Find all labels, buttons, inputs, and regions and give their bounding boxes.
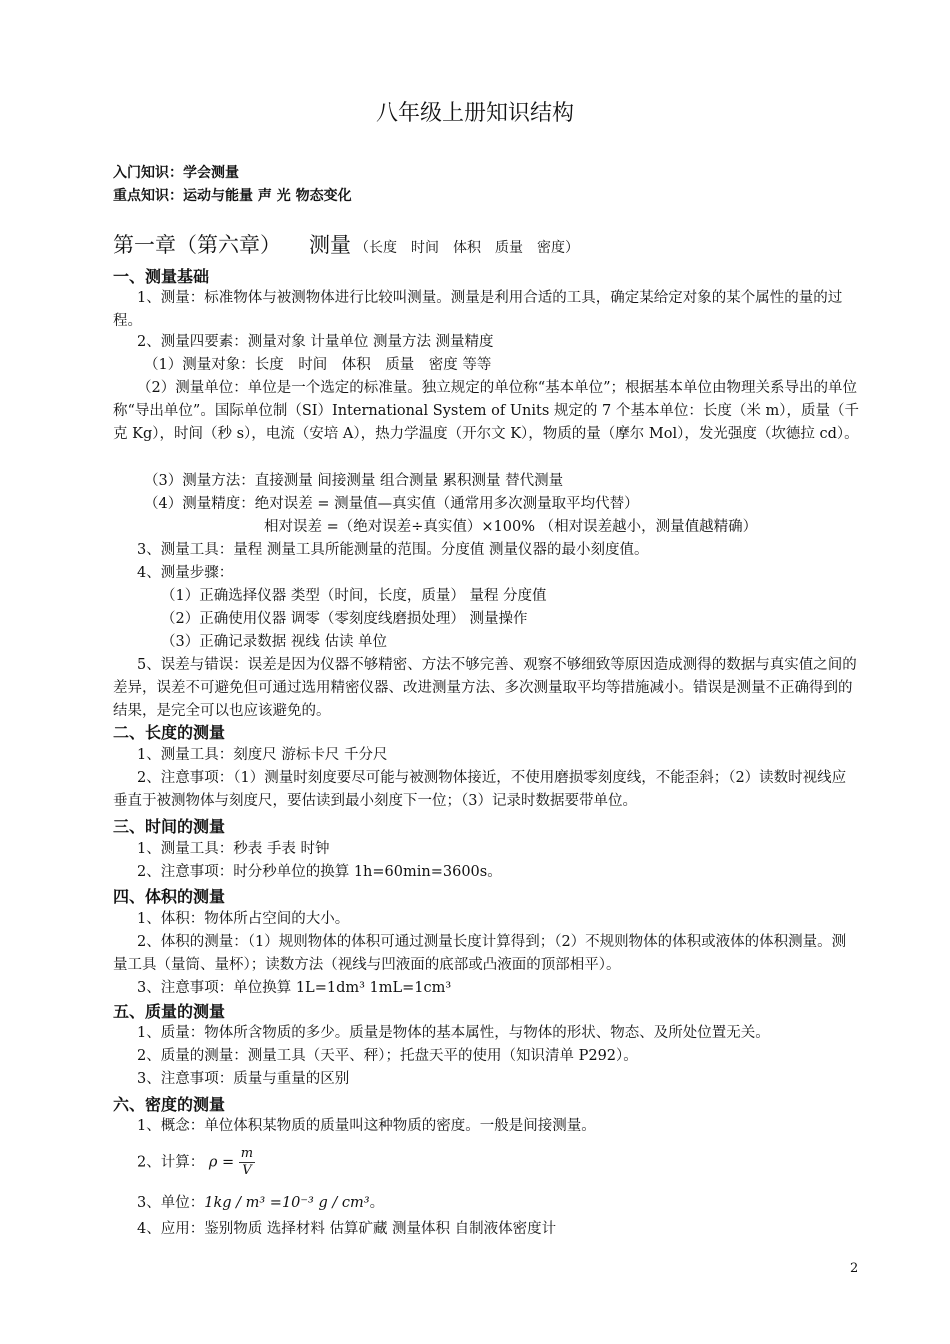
- page-number: 2: [850, 1261, 859, 1276]
- section-heading: 四、体积的测量: [113, 887, 226, 906]
- paragraph: 5、误差与错误：误差是因为仪器不够精密、方法不够完善、观察不够细致等原因造成测得的数据与真实值之间的差异，误差不可避免但可通过选用精密仪器、改进测量方法、多次测量取平均等措施减小。错误是测量不正确得到的结果，是完全可以也应该避免的。: [113, 657, 857, 719]
- paragraph: （2）正确使用仪器 调零（零刻度线磨损处理） 测量操作: [161, 611, 528, 627]
- formula-label: 2、计算：: [137, 1154, 205, 1171]
- paragraph: 1、测量工具：刻度尺 游标卡尺 千分尺: [137, 747, 388, 763]
- paragraph: 3、注意事项：质量与重量的区别: [137, 1071, 350, 1087]
- paragraph: 3、注意事项：单位换算 1L=1dm³ 1mL=1cm³: [137, 980, 452, 996]
- paragraph: 1、测量：标准物体与被测物体进行比较叫测量。测量是利用合适的工具，确定某给定对象的某个属性的量的过程。: [113, 290, 843, 329]
- paragraph: 4、应用：鉴别物质 选择材料 估算矿藏 测量体积 自制液体密度计: [137, 1221, 557, 1237]
- section-heading: 三、时间的测量: [113, 817, 226, 836]
- page-title: 八年级上册知识结构: [375, 101, 574, 126]
- density-formula-line: [137, 1146, 884, 1179]
- paragraph: （3）正确记录数据 视线 估读 单位: [161, 634, 388, 650]
- intro-focus: 重点知识：运动与能量 声 光 物态变化: [113, 188, 352, 204]
- paragraph: 2、质量的测量：测量工具（天平、秤）；托盘天平的使用（知识清单 P292）。: [137, 1048, 638, 1064]
- paragraph: （1）测量对象：长度 时间 体积 质量 密度 等等: [144, 357, 492, 373]
- chapter-subtopics: （长度 时间 体积 质量 密度）: [355, 240, 579, 256]
- fraction-denominator: V: [242, 1163, 252, 1178]
- paragraph: 2、注意事项：时分秒单位的换算 1h=60min=3600s。: [137, 864, 502, 880]
- section-heading: 五、质量的测量: [113, 1002, 226, 1021]
- section-heading: 一、测量基础: [113, 267, 210, 286]
- paragraph: 2、体积的测量：（1）规则物体的体积可通过测量长度计算得到；（2）不规则物体的体积或液体的体积测量。测量工具（量筒、量杯）；读数方法（视线与凹液面的底部或凸液面的顶部相平）。: [113, 934, 847, 973]
- paragraph: （1）正确选择仪器 类型（时间，长度，质量） 量程 分度值: [161, 588, 547, 604]
- mass-over-volume-fraction: [239, 1146, 255, 1179]
- unit-line: [137, 1192, 884, 1215]
- paragraph: 1、体积：物体所占空间的大小。: [137, 911, 350, 927]
- paragraph: 相对误差 =（绝对误差÷真实值）×100% （相对误差越小，测量值越精确）: [264, 519, 758, 535]
- paragraph: 1、测量工具：秒表 手表 时钟: [137, 841, 330, 857]
- unit-line-end: 。: [369, 1195, 385, 1211]
- fraction-numerator: m: [240, 1146, 254, 1161]
- paragraph: 2、注意事项：（1）测量时刻度要尽可能与被测物体接近，不使用磨损零刻度线，不能歪斜；（2）读数时视线应垂直于被测物体与刻度尺，要估读到最小刻度下一位；（3）记录时数据要带单位。: [113, 770, 847, 809]
- paragraph: 1、质量：物体所含物质的多少。质量是物体的基本属性，与物体的形状、物态、及所处位置无关。: [137, 1025, 770, 1041]
- intro-entry: 入门知识：学会测量: [113, 165, 239, 181]
- unit-conversion-formula: 1kg / m³ =10⁻³ g / cm³: [204, 1195, 370, 1211]
- paragraph: 1、概念：单位体积某物质的质量叫这种物质的密度。一般是间接测量。: [137, 1118, 596, 1134]
- paragraph: 4、测量步骤：: [137, 565, 234, 581]
- density-symbol: ρ =: [208, 1154, 235, 1171]
- section-heading: 二、长度的测量: [113, 723, 226, 742]
- paragraph: 3、测量工具：量程 测量工具所能测量的范围。分度值 测量仪器的最小刻度值。: [137, 542, 649, 558]
- unit-label: 3、单位：: [137, 1195, 205, 1211]
- paragraph: （4）测量精度：绝对误差 = 测量值—真实值（通常用多次测量取平均代替）: [144, 496, 639, 512]
- chapter-name: 测量: [309, 233, 351, 257]
- section-heading: 六、密度的测量: [113, 1095, 226, 1114]
- chapter-heading: [113, 229, 579, 259]
- paragraph: （3）测量方法：直接测量 间接测量 组合测量 累积测量 替代测量: [144, 473, 564, 489]
- paragraph: 2、测量四要素：测量对象 计量单位 测量方法 测量精度: [137, 334, 494, 350]
- chapter-label: 第一章（第六章）: [113, 233, 281, 257]
- paragraph: （2）测量单位：单位是一个选定的标准量。独立规定的单位称“基本单位”；根据基本单位由物理关系导出的单位称“导出单位”。国际单位制（SI）International System of Units 规定的 7 个基本单位：长度（米 m），质量（千克 Kg），时间（秒 s），电流（安培 A），热力学温度（开尔文 K），物质的量（摩尔 Mol），发光强度（坎德拉 cd）。: [113, 380, 859, 442]
